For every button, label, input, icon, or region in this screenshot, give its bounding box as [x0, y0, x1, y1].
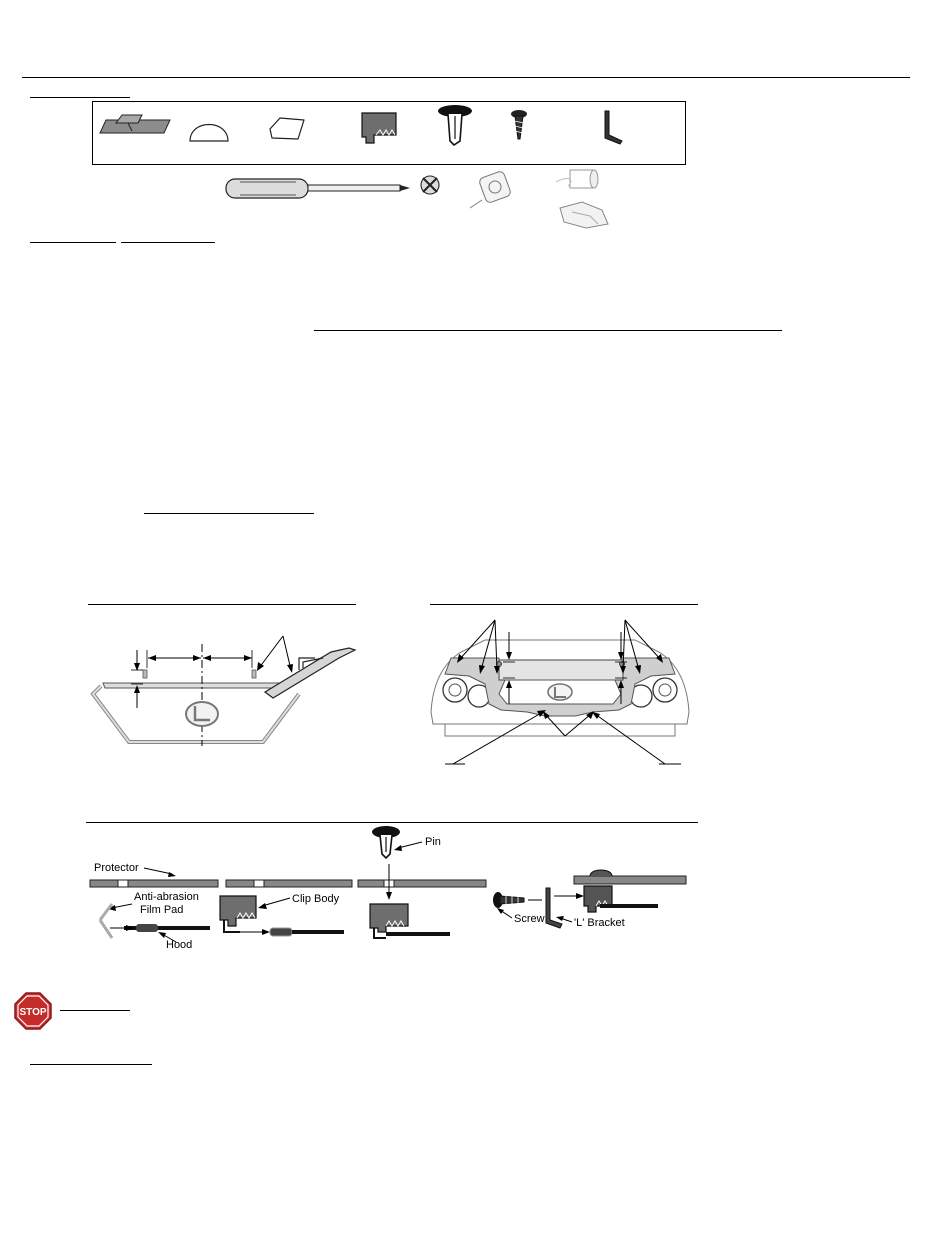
caution-underline: [60, 1010, 130, 1011]
hood-marking-diagram: [85, 628, 365, 750]
vehicle-front-diagram: [425, 612, 695, 772]
kit-contents-icons: [92, 101, 686, 165]
screwdriver-icon: [226, 179, 410, 198]
text-underline-2: [144, 513, 314, 514]
parts-heading-underline: [30, 97, 130, 98]
film-pad-icon: [270, 118, 304, 139]
text-underline-1: [314, 330, 782, 331]
label-pin: Pin: [425, 836, 441, 848]
screw-icon: [511, 110, 527, 139]
measuring-tape-icon: [470, 170, 512, 208]
label-film-pad-2: Film Pad: [140, 904, 184, 916]
assembly-step-3: [358, 826, 486, 938]
label-clip-body: Clip Body: [292, 893, 340, 905]
label-hood: Hood: [166, 939, 193, 951]
bumper-dome-icon: [190, 125, 228, 142]
label-l-bracket: 'L' Bracket: [574, 917, 625, 929]
figure-3-title-rule: [86, 822, 698, 823]
stop-icon-text: STOP: [19, 1007, 47, 1018]
tools-row: [220, 168, 620, 232]
final-heading-underline: [30, 1064, 152, 1065]
lexus-logo-icon-front: [548, 684, 572, 700]
clip-body-icon: [362, 113, 396, 143]
assembly-step-1: [90, 862, 218, 951]
l-bracket-icon: [605, 111, 622, 144]
stop-icon: [14, 992, 52, 1030]
assembly-step-2: [220, 880, 352, 936]
assembly-step-4: [493, 870, 686, 929]
clip-assembly-diagram: [80, 824, 700, 956]
label-screw: Screw: [514, 913, 545, 925]
label-film-pad-1: Anti-abrasion: [134, 891, 199, 903]
lexus-logo-icon: [186, 702, 218, 726]
heading-underline-1: [30, 242, 116, 243]
protector-piece-icon: [100, 115, 170, 133]
cloth-icon: [560, 202, 608, 228]
pin-icon: [438, 105, 472, 145]
label-protector: Protector: [94, 862, 139, 874]
figure-1-title-rule: [88, 604, 356, 605]
page-top-rule: [22, 77, 910, 78]
phillips-tip-icon: [421, 176, 439, 194]
figure-2-title-rule: [430, 604, 698, 605]
l-bracket-icon-step4: [546, 888, 562, 928]
heading-underline-2: [121, 242, 215, 243]
paper-towel-icon: [556, 170, 598, 188]
screw-icon-step4: [493, 892, 524, 908]
